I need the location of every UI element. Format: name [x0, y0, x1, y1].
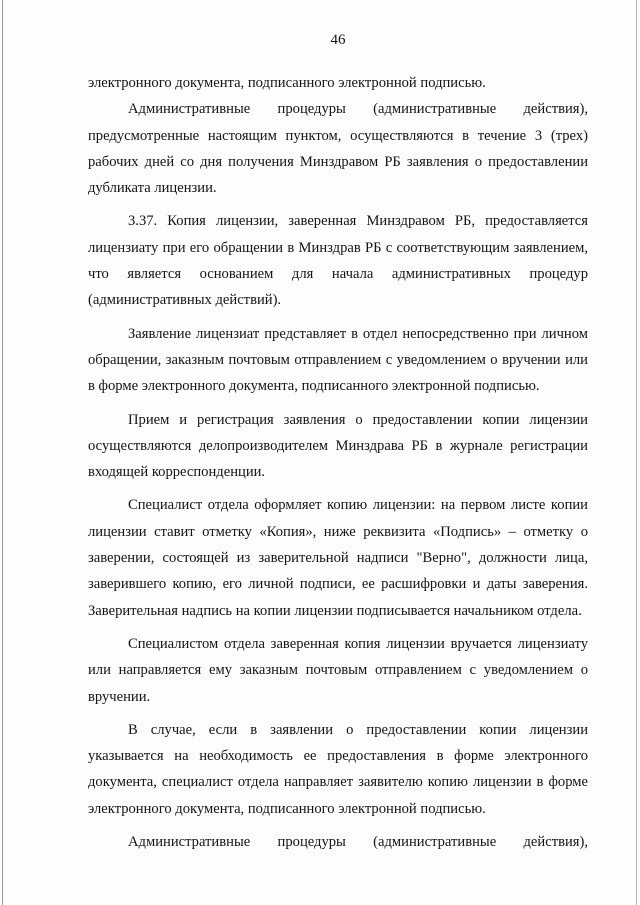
scan-edge-right [636, 0, 637, 905]
paragraph-copy-delivery: Специалистом отдела заверенная копия лицензии вручается лицензиату или направляется ему заказным почтовым отправлением с уведомлением о вручении. [88, 635, 588, 705]
paragraph-continuation: электронного документа, подписанного электронной подписью. [88, 75, 486, 91]
page-number: 46 [330, 32, 346, 48]
scan-edge-left [2, 0, 3, 905]
document-body [88, 70, 588, 855]
paragraph-application-submission: Заявление лицензиат представляет в отдел непосредственно при личном обращении, заказным почтовым отправлением с уведомлением о вручении или в форме электронного документа, подписанного электронной подписью. [88, 325, 588, 395]
paragraph-3-37: 3.37. Копия лицензии, заверенная Минздравом РБ, предоставляется лицензиату при его обращении в Минздрав РБ с соответствующим заявлением, что является основанием для начала административных процедур (административных действий). [88, 213, 588, 309]
paragraph-admin-procedures: Административные процедуры (административные действия), предусмотренные настоящим пунктом, осуществляются в течение 3 (трех) рабочих дней со дня получения Минздравом РБ заявления о предоставлении дубликата лицензии. [88, 101, 588, 197]
paragraph-electronic-copy: В случае, если в заявлении о предоставлении копии лицензии указывается на необходимость ее предоставления в форме электронного документа, специалист отдела направляет заявителю копию лицензии в форме электронного документа, подписанного электронной подписью. [88, 721, 588, 817]
paragraph-admin-procedures-cont: Административные процедуры (административные действия), [128, 834, 588, 851]
paragraph-copy-preparation: Специалист отдела оформляет копию лицензии: на первом листе копии лицензии ставит отметку «Копия», ниже реквизита «Подпись» – отметку о заверении, состоящей из заверительной надписи "Верно", должности лица, заверившего копию, его личной подписи, ее расшифровки и даты заверения. Заверительная надпись на копии лицензии подписывается начальником отдела. [88, 497, 588, 619]
paragraph-registration: Прием и регистрация заявления о предоставлении копии лицензии осуществляются делопроизводителем Минздрава РБ в журнале регистрации входящей корреспонденции. [88, 411, 588, 481]
